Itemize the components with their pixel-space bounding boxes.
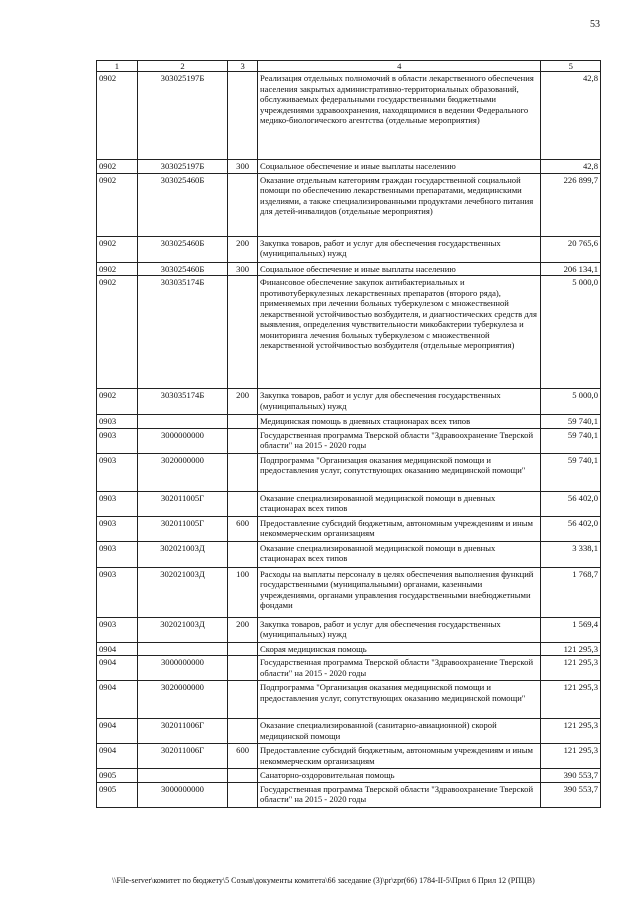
header-col-1: 1	[97, 61, 138, 72]
expense-type-cell	[228, 782, 258, 807]
target-code-cell: 3000000000	[137, 782, 227, 807]
amount-cell: 56 402,0	[541, 516, 601, 541]
section-cell: 0902	[97, 236, 138, 262]
expense-type-cell	[228, 719, 258, 744]
amount-cell: 1 569,4	[541, 617, 601, 642]
amount-cell: 206 134,1	[541, 262, 601, 275]
target-code-cell: 3000000000	[137, 656, 227, 681]
amount-cell: 42,8	[541, 72, 601, 160]
item-name-cell: Оказание специализированной медицинской помощи в дневных стационарах всех типов	[258, 541, 541, 567]
table-row	[97, 769, 601, 782]
item-name-cell: Санаторно-оздоровительная помощь	[258, 769, 541, 782]
section-cell: 0903	[97, 516, 138, 541]
table-row	[97, 415, 601, 428]
target-code-cell: 303035174Б	[137, 276, 227, 389]
section-cell: 0902	[97, 276, 138, 389]
amount-cell: 121 295,3	[541, 656, 601, 681]
item-name-cell: Государственная программа Тверской области "Здравоохранение Тверской области" на 2015 - 2020 годы	[258, 782, 541, 807]
expense-type-cell	[228, 541, 258, 567]
table-row	[97, 656, 601, 681]
item-name-cell: Медицинская помощь в дневных стационарах всех типов	[258, 415, 541, 428]
item-name-cell: Оказание специализированной медицинской помощи в дневных стационарах всех типов	[258, 491, 541, 516]
section-cell: 0903	[97, 491, 138, 516]
amount-cell: 20 765,6	[541, 236, 601, 262]
expense-type-cell	[228, 173, 258, 236]
section-cell: 0902	[97, 160, 138, 173]
amount-cell: 42,8	[541, 160, 601, 173]
table-row	[97, 236, 601, 262]
expense-type-cell	[228, 415, 258, 428]
table-row	[97, 782, 601, 807]
amount-cell: 390 553,7	[541, 769, 601, 782]
expense-type-cell	[228, 276, 258, 389]
table-row	[97, 262, 601, 275]
amount-cell: 59 740,1	[541, 453, 601, 491]
section-cell: 0902	[97, 262, 138, 275]
item-name-cell: Закупка товаров, работ и услуг для обеспечения государственных (муниципальных) нужд	[258, 617, 541, 642]
target-code-cell: 3000000000	[137, 428, 227, 453]
item-name-cell: Предоставление субсидий бюджетным, автономным учреждениям и иным некоммерческим организациям	[258, 744, 541, 769]
target-code-cell: 302011005Г	[137, 491, 227, 516]
table-row	[97, 719, 601, 744]
table-row	[97, 160, 601, 173]
expense-type-cell	[228, 491, 258, 516]
section-cell: 0903	[97, 415, 138, 428]
amount-cell: 56 402,0	[541, 491, 601, 516]
header-col-4: 4	[258, 61, 541, 72]
expense-type-cell	[228, 72, 258, 160]
target-code-cell: 303025197Б	[137, 160, 227, 173]
amount-cell: 121 295,3	[541, 681, 601, 719]
amount-cell: 5 000,0	[541, 276, 601, 389]
expense-type-cell: 200	[228, 389, 258, 415]
expense-type-cell	[228, 656, 258, 681]
amount-cell: 226 899,7	[541, 173, 601, 236]
target-code-cell: 302021003Д	[137, 541, 227, 567]
table-row	[97, 72, 601, 160]
expense-type-cell	[228, 769, 258, 782]
expense-type-cell: 600	[228, 516, 258, 541]
section-cell: 0903	[97, 541, 138, 567]
section-cell: 0905	[97, 782, 138, 807]
expense-type-cell	[228, 428, 258, 453]
section-cell: 0902	[97, 173, 138, 236]
item-name-cell: Закупка товаров, работ и услуг для обеспечения государственных (муниципальных) нужд	[258, 389, 541, 415]
table-header-row	[97, 61, 601, 72]
section-cell: 0904	[97, 656, 138, 681]
table-row	[97, 744, 601, 769]
table-body	[97, 72, 601, 807]
item-name-cell: Подпрограмма "Организация оказания медицинской помощи и предоставления услуг, сопутствующих оказанию медицинской помощи"	[258, 453, 541, 491]
item-name-cell: Скорая медицинская помощь	[258, 642, 541, 655]
section-cell: 0904	[97, 744, 138, 769]
expense-type-cell: 200	[228, 236, 258, 262]
item-name-cell: Оказание специализированной (санитарно-авиационной) скорой медицинской помощи	[258, 719, 541, 744]
table-row	[97, 617, 601, 642]
target-code-cell	[137, 642, 227, 655]
section-cell: 0904	[97, 681, 138, 719]
target-code-cell: 3020000000	[137, 681, 227, 719]
item-name-cell: Подпрограмма "Организация оказания медицинской помощи и предоставления услуг, сопутствующих оказанию медицинской помощи"	[258, 681, 541, 719]
amount-cell: 121 295,3	[541, 642, 601, 655]
table-row	[97, 428, 601, 453]
target-code-cell: 3020000000	[137, 453, 227, 491]
expense-type-cell: 600	[228, 744, 258, 769]
expense-type-cell	[228, 681, 258, 719]
item-name-cell: Государственная программа Тверской области "Здравоохранение Тверской области" на 2015 - 2020 годы	[258, 656, 541, 681]
budget-table	[96, 60, 601, 808]
target-code-cell: 303025197Б	[137, 72, 227, 160]
table-row	[97, 541, 601, 567]
header-col-2: 2	[137, 61, 227, 72]
amount-cell: 59 740,1	[541, 415, 601, 428]
item-name-cell: Закупка товаров, работ и услуг для обеспечения государственных (муниципальных) нужд	[258, 236, 541, 262]
item-name-cell: Социальное обеспечение и иные выплаты населению	[258, 160, 541, 173]
item-name-cell: Социальное обеспечение и иные выплаты населению	[258, 262, 541, 275]
target-code-cell	[137, 769, 227, 782]
expense-type-cell: 300	[228, 262, 258, 275]
section-cell: 0904	[97, 642, 138, 655]
target-code-cell: 303025460Б	[137, 236, 227, 262]
amount-cell: 3 338,1	[541, 541, 601, 567]
amount-cell: 121 295,3	[541, 744, 601, 769]
item-name-cell: Государственная программа Тверской области "Здравоохранение Тверской области" на 2015 - 2020 годы	[258, 428, 541, 453]
section-cell: 0905	[97, 769, 138, 782]
target-code-cell: 303035174Б	[137, 389, 227, 415]
target-code-cell: 302011006Г	[137, 744, 227, 769]
header-col-5: 5	[541, 61, 601, 72]
expense-type-cell: 300	[228, 160, 258, 173]
page-number: 53	[590, 19, 600, 30]
table-row	[97, 276, 601, 389]
section-cell: 0902	[97, 389, 138, 415]
item-name-cell: Реализация отдельных полномочий в области лекарственного обеспечения населения закрытых административно-территориальных образований, обслуживаемых федеральными государственными бюджетными учреждениями здравоохранения, находящимися в ведении Федерального медико-биологического агентства (отдельные мероприятия)	[258, 72, 541, 160]
target-code-cell: 302011006Г	[137, 719, 227, 744]
table-row	[97, 516, 601, 541]
section-cell: 0904	[97, 719, 138, 744]
expense-type-cell: 100	[228, 567, 258, 617]
amount-cell: 59 740,1	[541, 428, 601, 453]
section-cell: 0903	[97, 428, 138, 453]
amount-cell: 121 295,3	[541, 719, 601, 744]
expense-type-cell: 200	[228, 617, 258, 642]
table-row	[97, 173, 601, 236]
table-row	[97, 567, 601, 617]
table-row	[97, 389, 601, 415]
amount-cell: 390 553,7	[541, 782, 601, 807]
expense-type-cell	[228, 453, 258, 491]
expense-type-cell	[228, 642, 258, 655]
amount-cell: 5 000,0	[541, 389, 601, 415]
section-cell: 0903	[97, 567, 138, 617]
target-code-cell: 302021003Д	[137, 567, 227, 617]
section-cell: 0902	[97, 72, 138, 160]
section-cell: 0903	[97, 617, 138, 642]
target-code-cell	[137, 415, 227, 428]
table-row	[97, 681, 601, 719]
target-code-cell: 303025460Б	[137, 262, 227, 275]
amount-cell: 1 768,7	[541, 567, 601, 617]
table-row	[97, 642, 601, 655]
target-code-cell: 303025460Б	[137, 173, 227, 236]
item-name-cell: Расходы на выплаты персоналу в целях обеспечения выполнения функций государственными (муниципальными) органами, казенными учреждениями, органами управления государственными внебюджетными фондами	[258, 567, 541, 617]
target-code-cell: 302011005Г	[137, 516, 227, 541]
section-cell: 0903	[97, 453, 138, 491]
item-name-cell: Предоставление субсидий бюджетным, автономным учреждениям и иным некоммерческим организациям	[258, 516, 541, 541]
item-name-cell: Финансовое обеспечение закупок антибактериальных и противотуберкулезных лекарственных препаратов (второго ряда), применяемых при лечении больных туберкулезом с множественной лекарственной устойчивостью возбудителя, и диагностических средств для выявления, определения чувствительности микобактерии туберкулеза и мониторинга лечения больных туберкулезом с множественной лекарственной устойчивостью возбудителя (отдельные мероприятия)	[258, 276, 541, 389]
table-row	[97, 491, 601, 516]
item-name-cell: Оказание отдельным категориям граждан государственной социальной помощи по обеспечению лекарственными препаратами, медицинскими изделиями, а также специализированными продуктами лечебного питания для детей-инвалидов (отдельные мероприятия)	[258, 173, 541, 236]
footer-file-path: \\File-server\комитет по бюджету\5 Созыв\документы комитета\66 заседание (3)\pr\zpr(66) 1784-II-5\Прил 6 Прил 12 (РПЦВ)	[112, 876, 535, 885]
target-code-cell: 302021003Д	[137, 617, 227, 642]
table-row	[97, 453, 601, 491]
header-col-3: 3	[228, 61, 258, 72]
